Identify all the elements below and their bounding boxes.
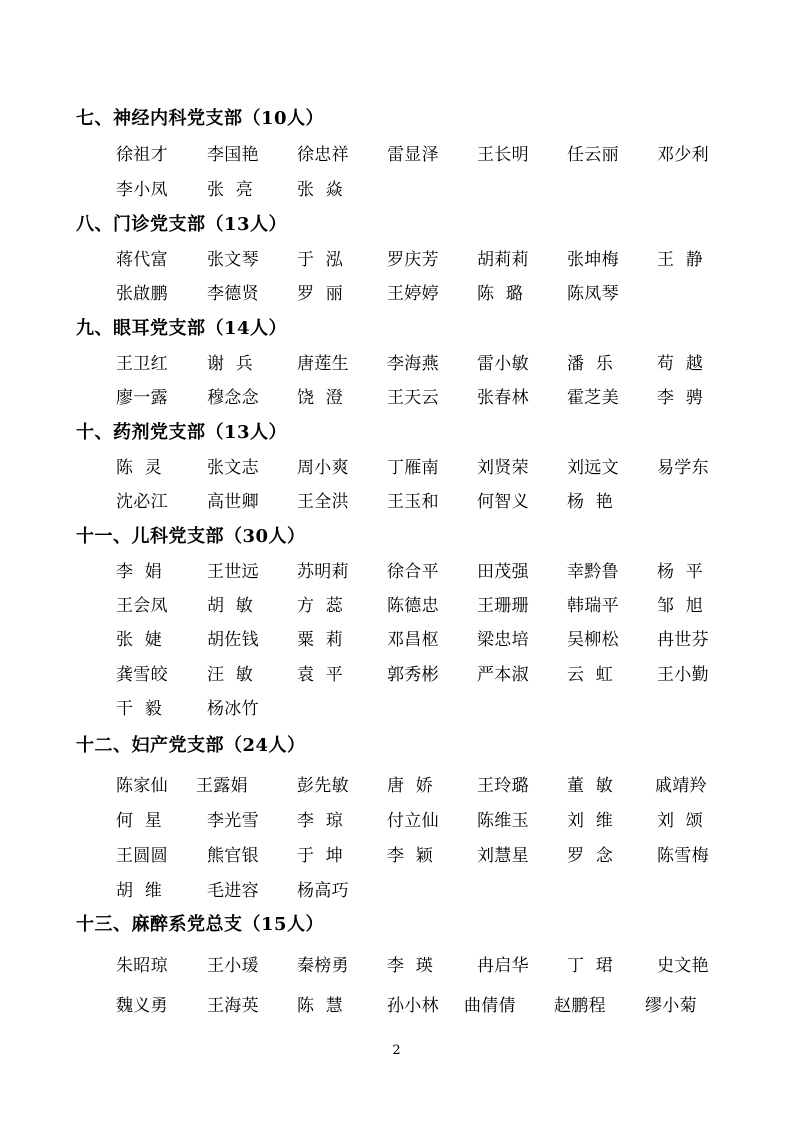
member-name: 郭秀彬 <box>387 665 439 685</box>
member-name: 任云丽 <box>567 145 619 165</box>
member-name: 王世远 <box>207 562 259 582</box>
member-name: 梁忠培 <box>477 630 529 650</box>
page-number: 2 <box>392 1043 401 1058</box>
member-name: 张啟鹏 <box>116 284 168 304</box>
section-heading: 十二、妇产党支部（24人） <box>76 735 306 756</box>
member-name: 胡 维 <box>116 881 163 901</box>
member-name: 孙小林 <box>387 996 439 1016</box>
member-name: 刘 颂 <box>657 811 704 831</box>
member-name: 杨冰竹 <box>207 699 259 719</box>
member-row <box>0 591 793 615</box>
member-name: 彭先敏 <box>297 776 349 796</box>
member-name: 王卫红 <box>116 354 168 374</box>
member-row <box>0 487 793 511</box>
member-name: 袁 平 <box>297 665 344 685</box>
member-name: 潘 乐 <box>567 354 614 374</box>
member-name: 王海英 <box>207 996 259 1016</box>
member-name: 刘贤荣 <box>477 458 529 478</box>
member-name: 胡佐钱 <box>207 630 259 650</box>
member-name: 邹 旭 <box>657 596 704 616</box>
member-name: 熊官银 <box>207 846 259 866</box>
member-row <box>0 245 793 269</box>
member-name: 李 瑛 <box>387 956 434 976</box>
member-name: 陈凤琴 <box>567 284 619 304</box>
member-row <box>0 453 793 477</box>
member-name: 于 泓 <box>297 250 344 270</box>
member-row <box>0 175 793 199</box>
member-name: 徐合平 <box>387 562 439 582</box>
member-name: 方 蕊 <box>297 596 344 616</box>
member-row <box>0 349 793 373</box>
member-name: 董 敏 <box>567 776 614 796</box>
member-name: 王全洪 <box>297 492 349 512</box>
section-heading: 十三、麻醉系党总支（15人） <box>76 914 325 935</box>
member-name: 张 婕 <box>116 630 163 650</box>
member-name: 雷小敏 <box>477 354 529 374</box>
member-name: 王玉和 <box>387 492 439 512</box>
member-name: 陈 灵 <box>116 458 163 478</box>
member-name: 刘 维 <box>567 811 614 831</box>
member-name: 粟 莉 <box>297 630 344 650</box>
member-name: 邓昌枢 <box>387 630 439 650</box>
section-heading: 八、门诊党支部（13人） <box>76 214 288 235</box>
member-row <box>0 279 793 303</box>
member-name: 韩瑞平 <box>567 596 619 616</box>
member-name: 龚雪皎 <box>116 665 168 685</box>
member-name: 张春林 <box>477 388 529 408</box>
member-name: 张 亮 <box>207 180 254 200</box>
member-name: 饶 澄 <box>297 388 344 408</box>
member-name: 罗 丽 <box>297 284 344 304</box>
member-name: 苟 越 <box>657 354 704 374</box>
member-name: 史文艳 <box>657 956 709 976</box>
member-name: 何智义 <box>477 492 529 512</box>
member-name: 蒋代富 <box>116 250 168 270</box>
member-name: 秦榜勇 <box>297 956 349 976</box>
member-name: 戚靖羚 <box>655 776 707 796</box>
member-row <box>0 557 793 581</box>
member-name: 徐忠祥 <box>297 145 349 165</box>
member-row <box>0 694 793 718</box>
member-name: 陈家仙 <box>116 776 168 796</box>
member-name: 李 娟 <box>116 562 163 582</box>
member-name: 霍芝美 <box>567 388 619 408</box>
member-name: 王露娟 <box>196 776 248 796</box>
member-name: 缪小菊 <box>645 996 697 1016</box>
member-name: 李德贤 <box>207 284 259 304</box>
section-heading: 七、神经内科党支部（10人） <box>76 108 325 129</box>
member-name: 张坤梅 <box>567 250 619 270</box>
member-name: 刘远文 <box>567 458 619 478</box>
member-name: 陈德忠 <box>387 596 439 616</box>
member-name: 李光雪 <box>207 811 259 831</box>
member-name: 陈 璐 <box>477 284 524 304</box>
member-name: 谢 兵 <box>207 354 254 374</box>
member-name: 陈 慧 <box>297 996 344 1016</box>
member-row <box>0 625 793 649</box>
member-name: 邓少利 <box>657 145 709 165</box>
member-name: 何 星 <box>116 811 163 831</box>
member-name: 胡 敏 <box>207 596 254 616</box>
member-name: 李国艳 <box>207 145 259 165</box>
member-name: 赵鹏程 <box>554 996 606 1016</box>
member-name: 杨 平 <box>657 562 704 582</box>
member-name: 丁 珺 <box>567 956 614 976</box>
member-name: 王珊珊 <box>477 596 529 616</box>
member-name: 周小爽 <box>297 458 349 478</box>
member-row <box>0 140 793 164</box>
member-name: 田茂强 <box>477 562 529 582</box>
member-name: 李小凤 <box>116 180 168 200</box>
member-name: 唐 娇 <box>387 776 434 796</box>
member-name: 丁雁南 <box>387 458 439 478</box>
member-name: 胡莉莉 <box>477 250 529 270</box>
member-name: 幸黔鲁 <box>567 562 619 582</box>
member-name: 王小勤 <box>657 665 709 685</box>
member-name: 冉启华 <box>477 956 529 976</box>
member-name: 王圆圆 <box>116 846 168 866</box>
member-name: 廖一露 <box>116 388 168 408</box>
member-name: 张文琴 <box>207 250 259 270</box>
member-name: 云 虹 <box>567 665 614 685</box>
member-name: 王天云 <box>387 388 439 408</box>
member-name: 陈雪梅 <box>657 846 709 866</box>
member-name: 张 焱 <box>297 180 344 200</box>
member-name: 唐莲生 <box>297 354 349 374</box>
member-name: 张文志 <box>207 458 259 478</box>
member-name: 雷显泽 <box>387 145 439 165</box>
member-name: 魏义勇 <box>116 996 168 1016</box>
member-name: 朱昭琼 <box>116 956 168 976</box>
member-name: 陈维玉 <box>477 811 529 831</box>
member-name: 杨 艳 <box>567 492 614 512</box>
member-row <box>0 991 793 1015</box>
member-name: 罗 念 <box>567 846 614 866</box>
member-name: 李海燕 <box>387 354 439 374</box>
member-name: 王会凤 <box>116 596 168 616</box>
member-name: 徐祖才 <box>116 145 168 165</box>
section-heading: 十一、儿科党支部（30人） <box>76 526 306 547</box>
member-name: 严本淑 <box>477 665 529 685</box>
member-name: 沈必江 <box>116 492 168 512</box>
member-row <box>0 660 793 684</box>
member-name: 汪 敏 <box>207 665 254 685</box>
member-name: 冉世芬 <box>657 630 709 650</box>
member-row <box>0 876 793 900</box>
member-name: 王玲璐 <box>477 776 529 796</box>
member-name: 穆念念 <box>207 388 259 408</box>
member-name: 王长明 <box>477 145 529 165</box>
member-name: 于 坤 <box>297 846 344 866</box>
member-name: 干 毅 <box>116 699 163 719</box>
member-name: 易学东 <box>657 458 709 478</box>
member-name: 付立仙 <box>387 811 439 831</box>
member-name: 高世卿 <box>207 492 259 512</box>
member-name: 王婷婷 <box>387 284 439 304</box>
member-name: 王 静 <box>657 250 704 270</box>
member-row <box>0 841 793 865</box>
member-name: 曲倩倩 <box>464 996 516 1016</box>
member-name: 李 骋 <box>657 388 704 408</box>
member-name: 李 琼 <box>297 811 344 831</box>
member-name: 毛进容 <box>207 881 259 901</box>
member-name: 罗庆芳 <box>387 250 439 270</box>
member-name: 刘慧星 <box>477 846 529 866</box>
member-row <box>0 806 793 830</box>
member-name: 李 颖 <box>387 846 434 866</box>
member-name: 吴柳松 <box>567 630 619 650</box>
member-row <box>0 771 793 795</box>
member-row <box>0 951 793 975</box>
section-heading: 九、眼耳党支部（14人） <box>76 318 288 339</box>
member-name: 苏明莉 <box>297 562 349 582</box>
member-name: 王小瑗 <box>207 956 259 976</box>
member-name: 杨高巧 <box>297 881 349 901</box>
section-heading: 十、药剂党支部（13人） <box>76 422 288 443</box>
member-row <box>0 383 793 407</box>
